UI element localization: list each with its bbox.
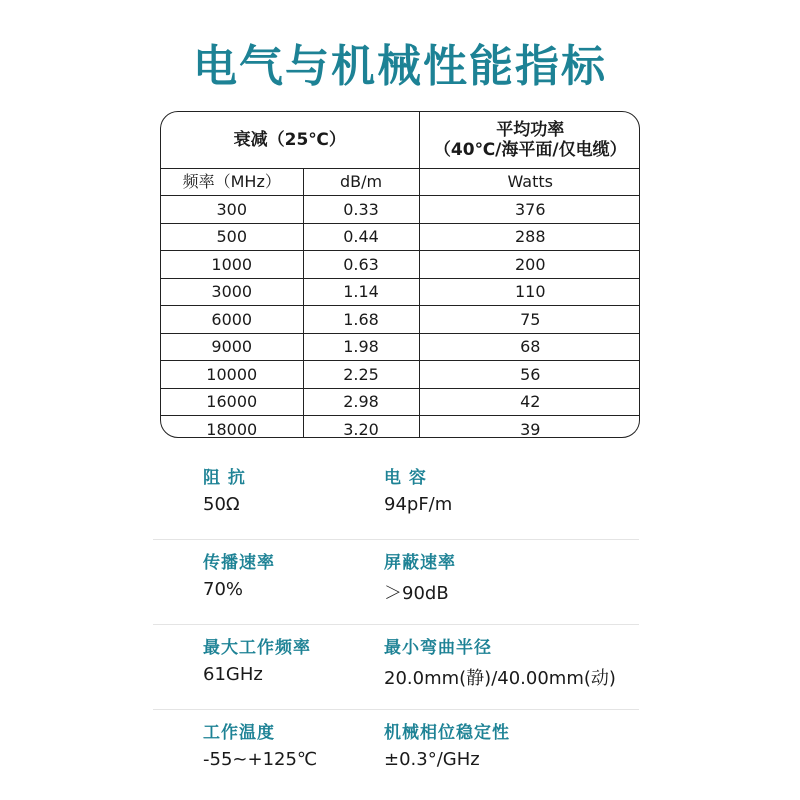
freq-cell: 10000 [161,361,303,389]
spec-value: ＞90dB [384,583,449,604]
spec-value: 61GHz [203,664,263,685]
max-frequency-spec [203,633,311,685]
spec-label: 电 容 [384,468,427,488]
watts-cell: 288 [419,223,640,251]
db-cell: 2.98 [303,388,419,416]
spec-value: 94pF/m [384,494,453,515]
watts-cell: 75 [419,306,640,334]
db-cell: 1.98 [303,333,419,361]
watts-cell: 200 [419,251,640,279]
spec-value: 50Ω [203,494,240,515]
power-header-line2: （40℃/海平面/仅电缆） [433,140,627,160]
impedance-spec [203,463,246,515]
spec-label: 屏蔽速率 [384,553,456,573]
watts-cell: 68 [419,333,640,361]
capacitance-spec [384,463,452,515]
db-cell: 1.14 [303,278,419,306]
spec-value: ±0.3°/GHz [384,749,480,770]
spec-row [153,710,639,794]
db-cell: 2.25 [303,361,419,389]
shielding-spec [384,548,456,605]
freq-cell: 16000 [161,388,303,416]
table-row [161,223,640,251]
freq-cell: 1000 [161,251,303,279]
db-cell: 3.20 [303,416,419,439]
power-header [419,112,640,169]
column-header-watts: Watts [419,169,640,196]
watts-cell: 42 [419,388,640,416]
spec-label: 最大工作频率 [203,638,311,658]
table-row [161,388,640,416]
freq-cell: 18000 [161,416,303,439]
spec-value: 70% [203,579,244,600]
column-header-frequency: 频率（MHz） [161,169,303,196]
table-row [161,278,640,306]
spec-row [153,625,639,710]
db-cell: 0.63 [303,251,419,279]
table-row [161,251,640,279]
freq-cell: 300 [161,196,303,224]
spec-value: 20.0mm(静)/40.00mm(动) [384,668,616,689]
spec-label: 传播速率 [203,553,275,573]
spec-label: 最小弯曲半径 [384,638,492,658]
watts-cell: 376 [419,196,640,224]
propagation-speed-spec [203,548,275,600]
table-row [161,196,640,224]
attenuation-header: 衰减（25℃） [161,112,419,169]
spec-label: 阻 抗 [203,468,246,488]
db-cell: 1.68 [303,306,419,334]
bend-radius-spec [384,633,616,690]
spec-label: 工作温度 [203,723,275,743]
freq-cell: 3000 [161,278,303,306]
table-row [161,416,640,439]
table-row [161,306,640,334]
spec-value: -55~+125℃ [203,749,318,770]
table-row [161,361,640,389]
table-row [161,333,640,361]
spec-row [153,455,639,540]
column-header-db: dB/m [303,169,419,196]
freq-cell: 500 [161,223,303,251]
phase-stability-spec [384,718,510,770]
freq-cell: 6000 [161,306,303,334]
page-title: 电气与机械性能指标 [193,41,607,92]
performance-table [160,111,640,438]
spec-label: 机械相位稳定性 [384,723,510,743]
power-header-line1: 平均功率 [496,119,565,140]
watts-cell: 110 [419,278,640,306]
temperature-spec [203,718,317,770]
watts-cell: 56 [419,361,640,389]
db-cell: 0.44 [303,223,419,251]
db-cell: 0.33 [303,196,419,224]
spec-list [153,455,639,794]
watts-cell: 39 [419,416,640,439]
freq-cell: 9000 [161,333,303,361]
spec-row [153,540,639,625]
